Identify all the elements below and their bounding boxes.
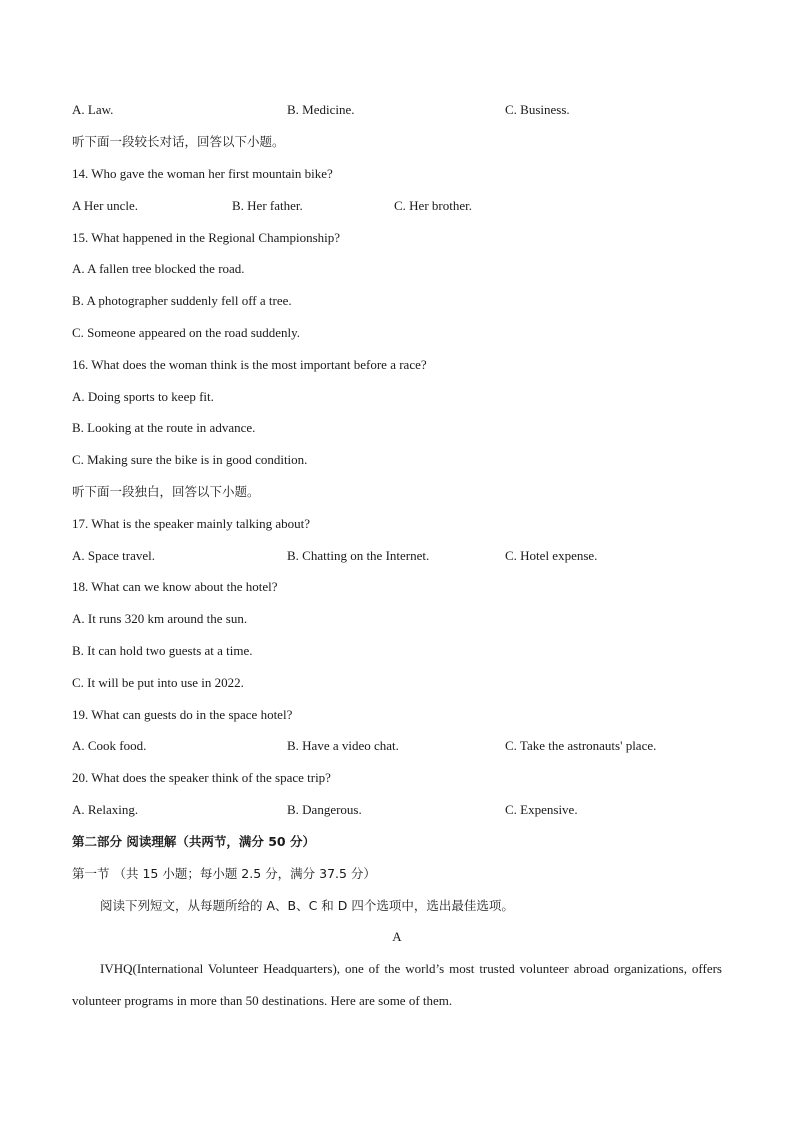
q16-option-b: B. Looking at the route in advance. <box>72 420 256 435</box>
q16-option-a: A. Doing sports to keep fit. <box>72 389 214 404</box>
q14-option-a: A Her uncle. <box>72 198 139 213</box>
q20-option-a: A. Relaxing. <box>72 802 139 817</box>
q18-option-c: C. It will be put into use in 2022. <box>72 675 244 690</box>
q15-option-c: C. Someone appeared on the road suddenly. <box>72 325 301 340</box>
section1-title: 第一节 （共 15 小题；每小题 2.5 分，满分 37.5 分） <box>72 866 376 881</box>
q18-option-a: A. It runs 320 km around the sun. <box>72 611 248 626</box>
q19-option-b: B. Have a video chat. <box>287 738 399 753</box>
q18-option-b: B. It can hold two guests at a time. <box>72 643 253 658</box>
section-monologue-heading: 听下面一段独白，回答以下小题。 <box>72 484 260 499</box>
reading-instruction: 阅读下列短文，从每题所给的 A、B、C 和 D 四个选项中，选出最佳选项。 <box>100 898 514 913</box>
q13-option-c: C. Business. <box>505 102 570 117</box>
q13-option-a: A. Law. <box>72 102 114 117</box>
q20-option-b: B. Dangerous. <box>287 802 362 817</box>
passage-label: A <box>392 929 402 944</box>
q15-option-b: B. A photographer suddenly fell off a tree. <box>72 293 292 308</box>
part2-title: 第二部分 阅读理解（共两节，满分 50 分） <box>72 834 315 849</box>
q16-stem: 16. What does the woman think is the most important before a race? <box>72 357 427 372</box>
q17-option-b: B. Chatting on the Internet. <box>287 548 430 563</box>
q17-stem: 17. What is the speaker mainly talking about? <box>72 516 311 531</box>
q13-option-b: B. Medicine. <box>287 102 355 117</box>
q20-stem: 20. What does the speaker think of the space trip? <box>72 770 331 785</box>
q17-option-a: A. Space travel. <box>72 548 156 563</box>
q14-option-c: C. Her brother. <box>394 198 472 213</box>
q14-option-b: B. Her father. <box>232 198 303 213</box>
q19-option-a: A. Cook food. <box>72 738 147 753</box>
q14-stem: 14. Who gave the woman her first mountain bike? <box>72 166 333 181</box>
q18-stem: 18. What can we know about the hotel? <box>72 579 278 594</box>
q15-stem: 15. What happened in the Regional Championship? <box>72 230 341 245</box>
passage-paragraph: IVHQ(International Volunteer Headquarters), one of the world’s most trusted volunteer abroad organizations, offers volunteer programs in more than 50 destinations. Here are some of them. <box>72 961 722 1008</box>
q19-stem: 19. What can guests do in the space hotel? <box>72 707 293 722</box>
q20-option-c: C. Expensive. <box>505 802 578 817</box>
q15-option-a: A. A fallen tree blocked the road. <box>72 261 245 276</box>
section-dialogue-heading: 听下面一段较长对话，回答以下小题。 <box>72 134 285 149</box>
q19-option-c: C. Take the astronauts' place. <box>505 738 657 753</box>
q16-option-c: C. Making sure the bike is in good condition. <box>72 452 308 467</box>
q17-option-c: C. Hotel expense. <box>505 548 598 563</box>
